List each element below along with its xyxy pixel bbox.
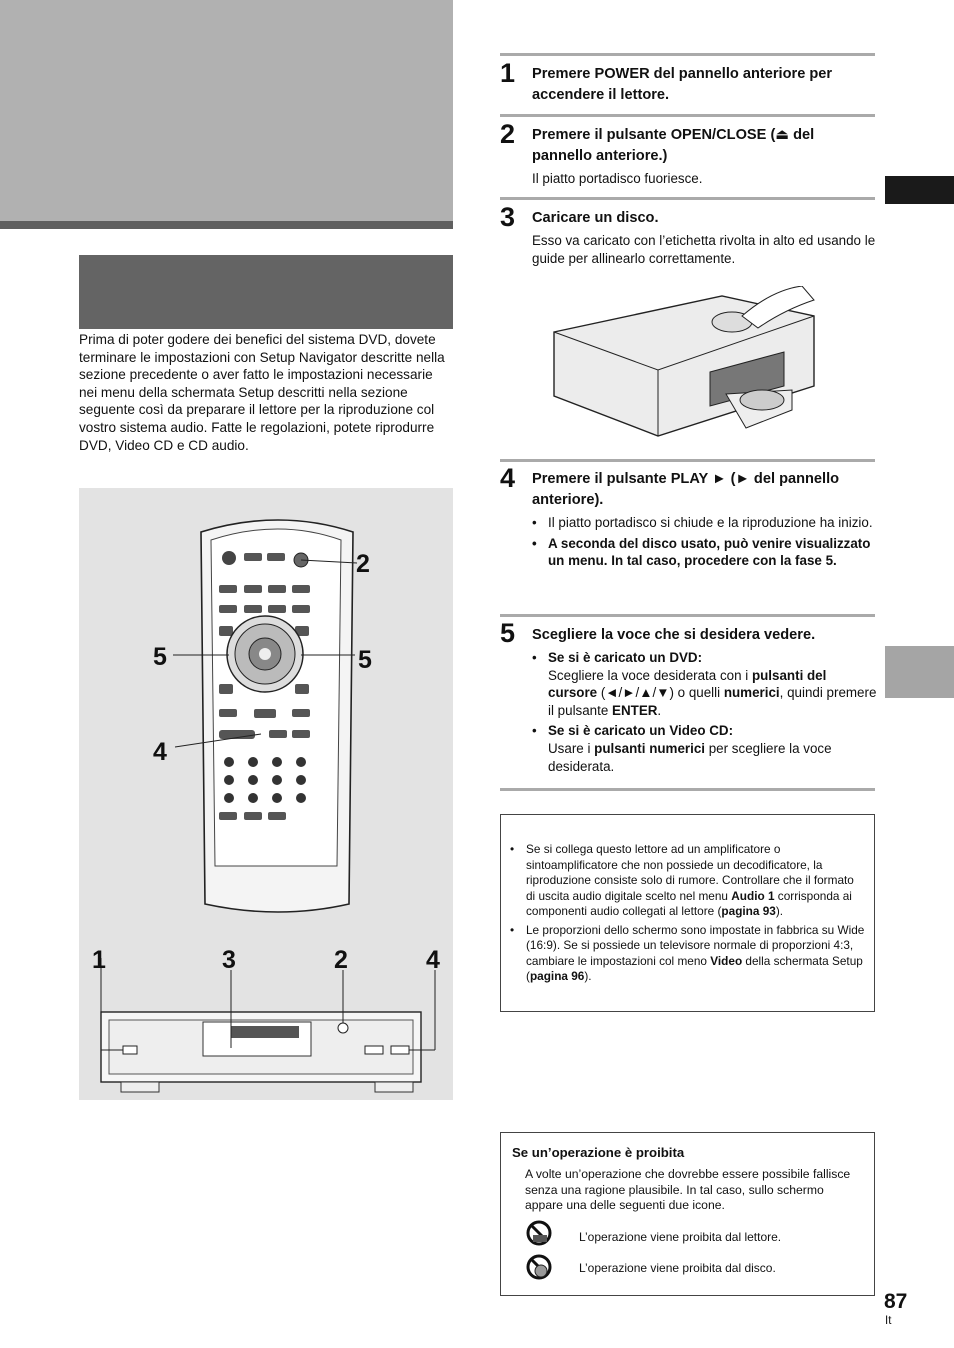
prohibited-player-text: L’operazione viene proibita dal lettore. <box>579 1230 782 1244</box>
prohibited-box <box>500 1132 875 1296</box>
section-heading-block <box>79 255 453 329</box>
step-number: 2 <box>500 119 516 149</box>
step-number: 5 <box>500 618 516 648</box>
step-heading: Scegliere la voce che si desidera vedere. <box>532 627 816 643</box>
rule <box>500 53 875 56</box>
prohibited-text: A volte un’operazione che dovrebbe essere possibile fallisce senza una ragione plausibile. In tal caso, sullo schermo appare una delle seguenti due icone. <box>525 1167 851 1212</box>
remote-and-player-illustration <box>79 488 453 1100</box>
remote-control-diagram <box>79 488 453 1100</box>
bullet: • Il piatto portadisco si chiude e la riproduzione ha inizio. <box>532 514 877 532</box>
callout-front-2: 2 <box>334 946 348 974</box>
page-language: It <box>885 1315 892 1327</box>
bullet: • A seconda del disco usato, può venire visualizzato un menu. In tal caso, procedere con la fase 5. <box>532 535 877 570</box>
callout-front-4: 4 <box>426 946 440 974</box>
page-number: 87 <box>884 1290 908 1313</box>
header-dark-rule <box>0 221 453 229</box>
note-item: • Le proporzioni dello schermo sono impostate in fabbrica su Wide (16:9). Se si possiede un televisore normale di proporzioni 4:3, cambiare le impostazioni col meno Video della schermata Setup (pagina 96). <box>510 923 865 985</box>
step-number: 1 <box>500 58 516 88</box>
callout-4: 4 <box>153 738 167 766</box>
header-gray-block <box>0 0 453 222</box>
step-heading: Caricare un disco. <box>532 210 659 226</box>
step-heading: Premere POWER del pannello anteriore per accendere il lettore. <box>532 66 833 103</box>
step-heading: Premere il pulsante PLAY ► (► del pannello anteriore). <box>532 471 840 508</box>
callout-5-right: 5 <box>358 646 372 674</box>
step-number: 4 <box>500 463 516 493</box>
disc-loading-illustration <box>552 286 816 438</box>
prohibited-disc-text: L’operazione viene proibita dal disco. <box>579 1261 776 1275</box>
intro-paragraph: Prima di poter godere dei benefici del sistema DVD, dovete terminare le impostazioni con Setup Navigator descritte nella sezione precedente o aver fatto le impostazioni necessarie nei menu della schermata Setup descritti nella sezione seguente così da preparare il lettore per la riproduzione col vostro sistema audio. Fatte le regolazioni, potete riprodurre DVD, Video CD e CD audio. <box>79 332 445 453</box>
rule <box>500 114 875 117</box>
step-body: Il piatto portadisco fuoriesce. <box>532 171 703 186</box>
callout-5-left: 5 <box>153 643 167 671</box>
note-item: • Se si collega questo lettore ad un amplificatore o sintoamplificatore che non possiede un decodificatore, la riproduzione consiste solo di rumore. Controllare che il formato di uscita audio digitale scelto nel menu Audio 1 corrisponda ai componenti audio collegati al lettore (pagina 93). <box>510 842 865 920</box>
bullet-dvd: • Se si è caricato un DVD: Scegliere la voce desiderata con i pulsanti del cursore (◄/►/▲/▼) o quelli numerici, quindi premere il pulsante ENTER. <box>532 649 877 719</box>
step-number: 3 <box>500 202 516 232</box>
callout-2: 2 <box>356 550 370 578</box>
step-5-bullets <box>532 649 877 778</box>
prohibited-disc-icon <box>525 1253 553 1281</box>
callout-front-1: 1 <box>92 946 106 974</box>
prohibited-player-icon <box>525 1219 553 1247</box>
chapter-tab-dark <box>885 176 954 204</box>
rule <box>500 788 875 791</box>
bullet-vcd: • Se si è caricato un Video CD: Usare i pulsanti numerici per scegliere la voce desiderata. <box>532 722 877 775</box>
rule <box>500 197 875 200</box>
step-4-bullets <box>532 514 877 573</box>
chapter-tab-gray <box>885 646 954 698</box>
callout-front-3: 3 <box>222 946 236 974</box>
step-heading: Premere il pulsante OPEN/CLOSE (⏏ del pannello anteriore.) <box>532 127 815 164</box>
rule <box>500 614 875 617</box>
step-body: Esso va caricato con l’etichetta rivolta in alto ed usando le guide per allinearlo correttamente. <box>532 233 876 266</box>
notes-box <box>500 814 875 1012</box>
prohibited-title: Se un’operazione è proibita <box>512 1145 685 1160</box>
rule <box>500 459 875 462</box>
